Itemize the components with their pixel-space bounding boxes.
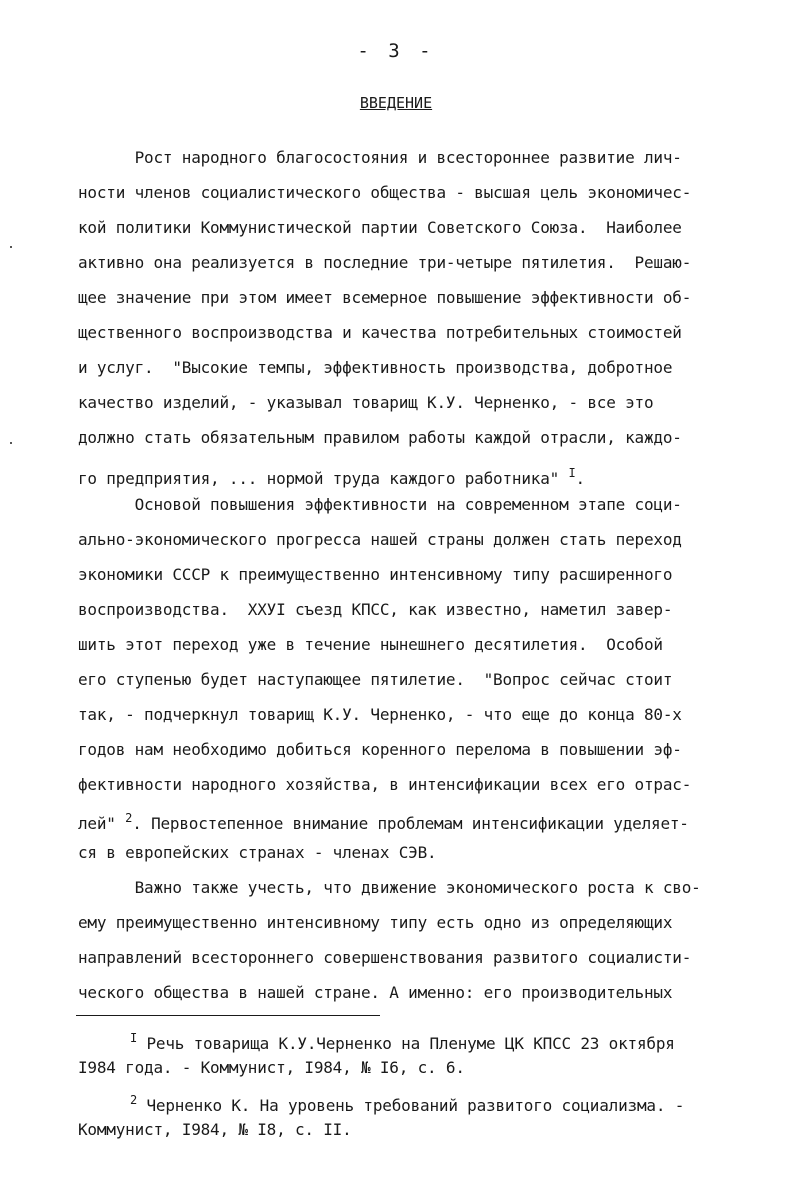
body-line: воспроизводства. ХХУI съезд КПСС, как известно, наметил завер- <box>78 600 673 619</box>
footnote-ref-2: 2 <box>125 811 133 825</box>
body-line: ся в европейских странах - членах СЭВ. <box>78 843 437 862</box>
page-title: ВВЕДЕНИЕ <box>359 94 433 112</box>
body-line: ально-экономического прогресса нашей страны должен стать переход <box>78 530 682 549</box>
body-line: качество изделий, - указывал товарищ К.У. Черненко, - все это <box>78 393 654 412</box>
body-line: щественного воспроизводства и качества потребительных стоимостей <box>78 323 682 342</box>
body-line <box>78 808 689 834</box>
body-line: Основой повышения эффективности на современном этапе соци- <box>78 495 682 514</box>
footnote-2-line-2: Коммунист, I984, № I8, с. II. <box>78 1120 352 1139</box>
body-line: щее значение при этом имеет всемерное повышение эффективности об- <box>78 288 692 307</box>
footnote-1-line-2: I984 года. - Коммунист, I984, № I6, с. 6. <box>78 1058 465 1077</box>
body-line: и услуг. "Высокие темпы, эффективность производства, добротное <box>78 358 673 377</box>
footnote-2-mark: 2 <box>130 1093 138 1107</box>
body-line-text: го предприятия, ... нормой труда каждого работника" <box>78 469 569 488</box>
body-line: ему преимущественно интенсивному типу есть одно из определяющих <box>78 913 673 932</box>
body-line: направлений всестороннего совершенствования развитого социалисти- <box>78 948 692 967</box>
footnote-2-line-1 <box>130 1090 684 1116</box>
body-line-text: лей" <box>78 814 126 833</box>
body-line-rest: . Первостепенное внимание проблемам интенсификации уделяет- <box>132 814 689 833</box>
footnote-1-text: Речь товарища К.У.Черненко на Пленуме ЦК КПСС 23 октября <box>137 1034 675 1053</box>
body-line: фективности народного хозяйства, в интенсификации всех его отрас- <box>78 775 692 794</box>
body-line-end: . <box>575 469 585 488</box>
body-line: экономики СССР к преимущественно интенсивному типу расширенного <box>78 565 673 584</box>
body-line: шить этот переход уже в течение нынешнего десятилетия. Особой <box>78 635 663 654</box>
body-line: должно стать обязательным правилом работы каждой отрасли, каждо- <box>78 428 682 447</box>
margin-mark <box>10 246 12 248</box>
body-line: Рост народного благосостояния и всестороннее развитие лич- <box>78 148 682 167</box>
body-line: ческого общества в нашей стране. А именно: его производительных <box>78 983 673 1002</box>
body-line: ности членов социалистического общества - высшая цель экономичес- <box>78 183 692 202</box>
body-line: кой политики Коммунистической партии Советского Союза. Наиболее <box>78 218 682 237</box>
body-line <box>78 463 585 489</box>
footnote-divider <box>76 1015 380 1016</box>
margin-mark <box>10 442 12 444</box>
footnote-2-text: Черненко К. На уровень требований развитого социализма. - <box>137 1096 685 1115</box>
body-line: годов нам необходимо добиться коренного перелома в повышении эф- <box>78 740 682 759</box>
body-line: так, - подчеркнул товарищ К.У. Черненко, - что еще до конца 80-х <box>78 705 682 724</box>
page-number: - 3 - <box>357 40 435 62</box>
footnote-ref-1: I <box>568 466 576 480</box>
footnote-1-line-1 <box>130 1028 675 1054</box>
body-line: Важно также учесть, что движение экономического роста к сво- <box>78 878 701 897</box>
footnote-1-mark: I <box>130 1031 138 1045</box>
body-line: активно она реализуется в последние три-четыре пятилетия. Решаю- <box>78 253 692 272</box>
body-line: его ступенью будет наступающее пятилетие. "Вопрос сейчас стоит <box>78 670 673 689</box>
